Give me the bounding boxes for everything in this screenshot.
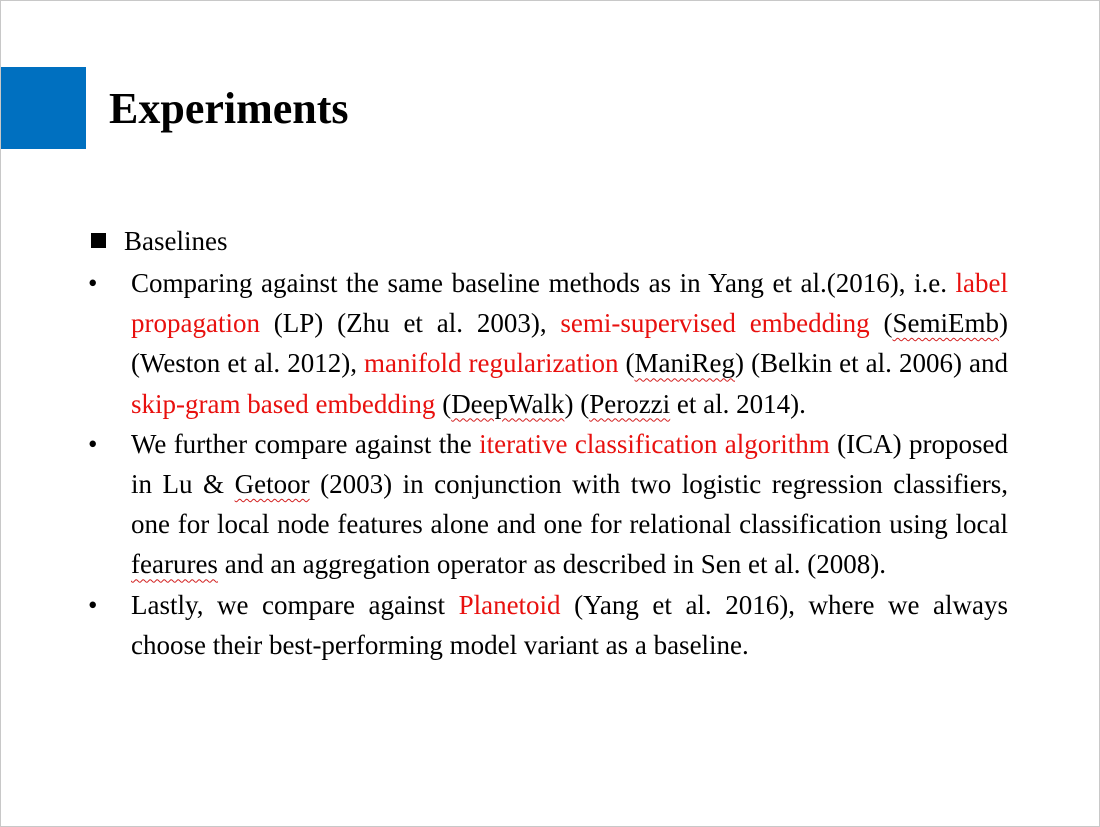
spellcheck-word: Perozzi [589,388,671,419]
bullet-item-baseline-methods [88,263,1008,424]
bullet-text: ( [435,388,452,419]
slide-title: Experiments [109,84,349,133]
bullet-text: (LP) (Zhu et al. 2003), [259,308,561,339]
bullet-dot-icon: • [88,589,98,620]
bullet-text: ) ( [564,388,590,419]
title-accent-bar [1,67,86,149]
spellcheck-word: ManiReg [634,348,736,379]
bullet-dot-icon: • [88,428,98,459]
section-heading [91,223,227,259]
method-iterative-classification: iterative classification algorithm [479,428,830,459]
method-planetoid: Planetoid [458,589,561,620]
bullet-text: ) (Belkin et al. 2006) and [735,348,1008,379]
spellcheck-word: Getoor [234,469,310,500]
bullet-item-planetoid [88,585,1008,665]
bullet-text: ) (Weston et al. 2012), [131,308,1008,379]
method-semi-supervised-embedding: semi-supervised embedding [560,308,870,339]
method-manifold-regularization: manifold regularization [364,348,619,379]
method-skip-gram-embedding: skip-gram based embedding [131,388,436,419]
square-bullet-icon [91,233,106,248]
bullet-text: et al. 2014). [670,388,806,419]
bullet-text: and an aggregation operator as described in Sen et al. (2008). [217,549,886,580]
bullet-item-ica [88,424,1008,585]
section-heading-label: Baselines [124,226,228,256]
spellcheck-word: DeepWalk [451,388,565,419]
spellcheck-word: SemiEmb [892,308,999,339]
bullet-text: ( [618,348,635,379]
bullet-text: Comparing against the same baseline methods as in Yang et al.(2016), i.e. [131,268,956,298]
method-label-propagation: label propagation [131,268,1008,339]
bullet-list [88,263,1008,665]
bullet-text: Lastly, we compare against [131,589,459,620]
spellcheck-word: fearures [131,549,218,580]
bullet-text: ( [869,308,893,339]
bullet-text: (Yang et al. 2016), where we always choose their best-performing model variant as a baseline. [131,589,1008,660]
bullet-dot-icon: • [88,268,98,298]
bullet-text: (ICA) proposed in Lu & [131,428,1008,500]
bullet-text: (2003) in conjunction with two logistic regression classifiers, one for local node features alone and one for relational classification using local [131,469,1008,540]
bullet-text: We further compare against the [131,428,480,459]
